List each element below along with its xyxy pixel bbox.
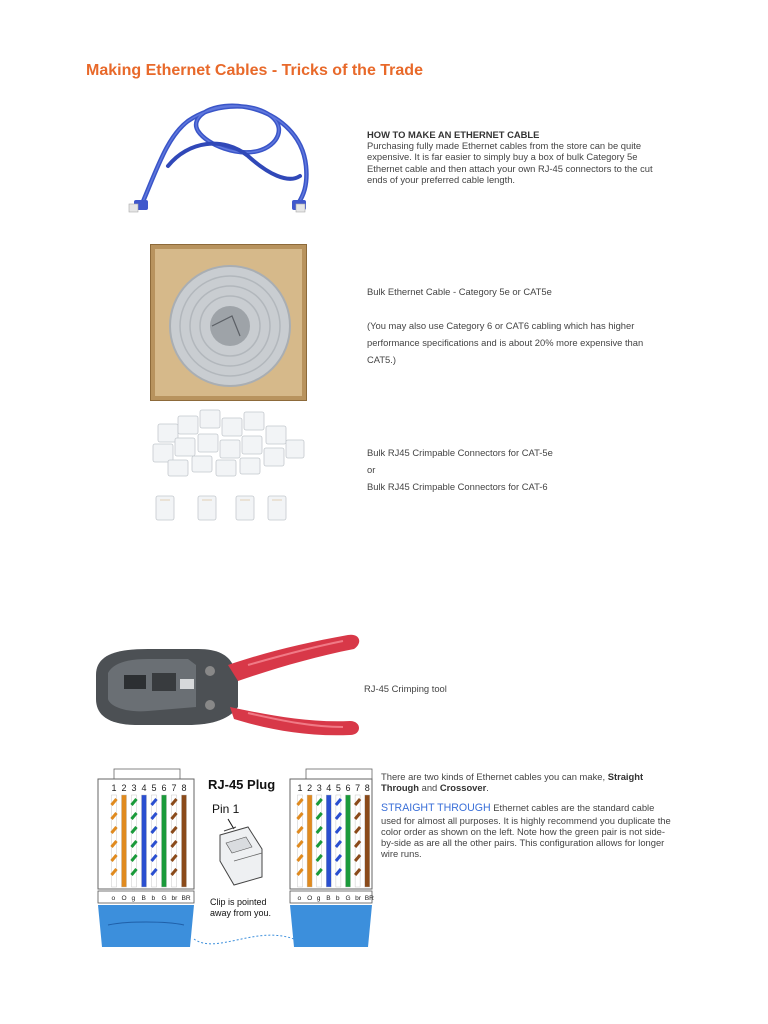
connectors-line-or: or: [367, 464, 376, 475]
bulk-cable-note: (You may also use Category 6 or CAT6 cabling which has higher performance specifications and is about 20% more expensive than CAT5.): [367, 320, 644, 365]
wire-code: br: [171, 895, 178, 902]
cable-types-section: [381, 771, 671, 859]
wire-strand: [142, 795, 147, 887]
plug-title: RJ-45 Plug: [208, 777, 276, 792]
bulk-cable-box-photo: [150, 244, 307, 401]
pin-number: 1: [111, 783, 117, 793]
pin-number: 2: [121, 783, 127, 793]
wire-strand: [326, 795, 331, 887]
wire-code: G: [161, 895, 167, 902]
wire-strand: [365, 795, 370, 887]
wire-code: B: [326, 895, 331, 902]
pin-number: 8: [364, 783, 370, 793]
cable-types-intro: [381, 771, 671, 793]
bulk-cable-section: [367, 283, 667, 368]
wire-code: G: [345, 895, 351, 902]
rj45-plug-icon: [220, 827, 262, 885]
right-plug: [290, 769, 374, 947]
wire-code: o: [297, 895, 302, 902]
wire-code: BR: [364, 895, 374, 902]
straight-through-bold: Straight Through: [381, 771, 644, 794]
pin-number: 2: [307, 783, 313, 793]
clip-note-line2: away from you.: [210, 908, 272, 918]
cable-types-period: .: [486, 782, 489, 794]
wire-code: O: [121, 895, 127, 902]
straight-through-paragraph: [381, 802, 671, 859]
wire-strand: [182, 795, 187, 887]
pin-number: 6: [161, 783, 167, 793]
page-title: Making Ethernet Cables - Tricks of the Trade: [86, 62, 423, 79]
wire-strand: [307, 795, 312, 887]
pin-number: 6: [345, 783, 351, 793]
pin-number: 7: [355, 783, 361, 793]
connectors-line-cat6: Bulk RJ45 Crimpable Connectors for CAT-6: [367, 481, 548, 492]
crossover-bold: Crossover: [439, 782, 487, 794]
clip-note-line1: Clip is pointed: [210, 897, 267, 907]
pin-1-label: Pin 1: [212, 802, 240, 816]
pin-number: 4: [326, 783, 332, 793]
connectors-line-cat5e: Bulk RJ45 Crimpable Connectors for CAT-5e: [367, 447, 553, 458]
crimping-tool-caption: RJ-45 Crimping tool: [364, 683, 447, 694]
wire-code: o: [111, 895, 116, 902]
wire-code: B: [141, 895, 146, 902]
pin-number: 3: [316, 783, 322, 793]
intro-heading: HOW TO MAKE AN ETHERNET CABLE: [367, 129, 540, 140]
pin-number: 1: [297, 783, 303, 793]
wire-code: br: [355, 895, 361, 902]
straight-through-wiring-diagram: [86, 765, 375, 955]
cable-types-and: and: [419, 782, 440, 794]
pin-number: 5: [151, 783, 157, 793]
pin-number: 4: [141, 783, 147, 793]
cable-types-intro-text: There are two kinds of Ethernet cables you can make,: [381, 771, 608, 782]
connectors-section: [367, 444, 667, 495]
pin-number: 7: [171, 783, 177, 793]
wire-strand: [346, 795, 351, 887]
wire-code: b: [151, 895, 156, 902]
wire-code: BR: [181, 895, 191, 902]
crimping-tool-photo: [88, 625, 363, 747]
wire-code: b: [335, 895, 340, 902]
rj45-connectors-photo: [148, 404, 308, 526]
wire-code: O: [307, 895, 313, 902]
wire-strand: [122, 795, 127, 887]
pin-number: 5: [335, 783, 341, 793]
intro-text: Purchasing fully made Ethernet cables from the store can be quite expensive. It is far easier to simply buy a box of bulk Category 5e Ethernet cable and then attach your own RJ-45 connectors to the cut ends of your preferred cable length.: [367, 140, 653, 185]
wire-code: g: [316, 895, 321, 902]
pin-number: 8: [181, 783, 187, 793]
wire-code: g: [131, 895, 136, 902]
straight-through-text: Ethernet cables are the standard cable used for almost all purposes. It is highly recommend you duplicate the color order as shown on the left. Note how the green pair is not side-by-side as are all the other pairs. This configuration allows for longer wire runs.: [381, 802, 671, 860]
left-plug: [98, 769, 194, 947]
bulk-cable-title: Bulk Ethernet Cable - Category 5e or CAT5e: [367, 286, 552, 297]
pin-number: 3: [131, 783, 137, 793]
intro-section: [367, 129, 669, 185]
patch-cable-photo: [128, 96, 338, 214]
wire-strand: [162, 795, 167, 887]
straight-through-label: STRAIGHT THROUGH: [381, 802, 491, 815]
